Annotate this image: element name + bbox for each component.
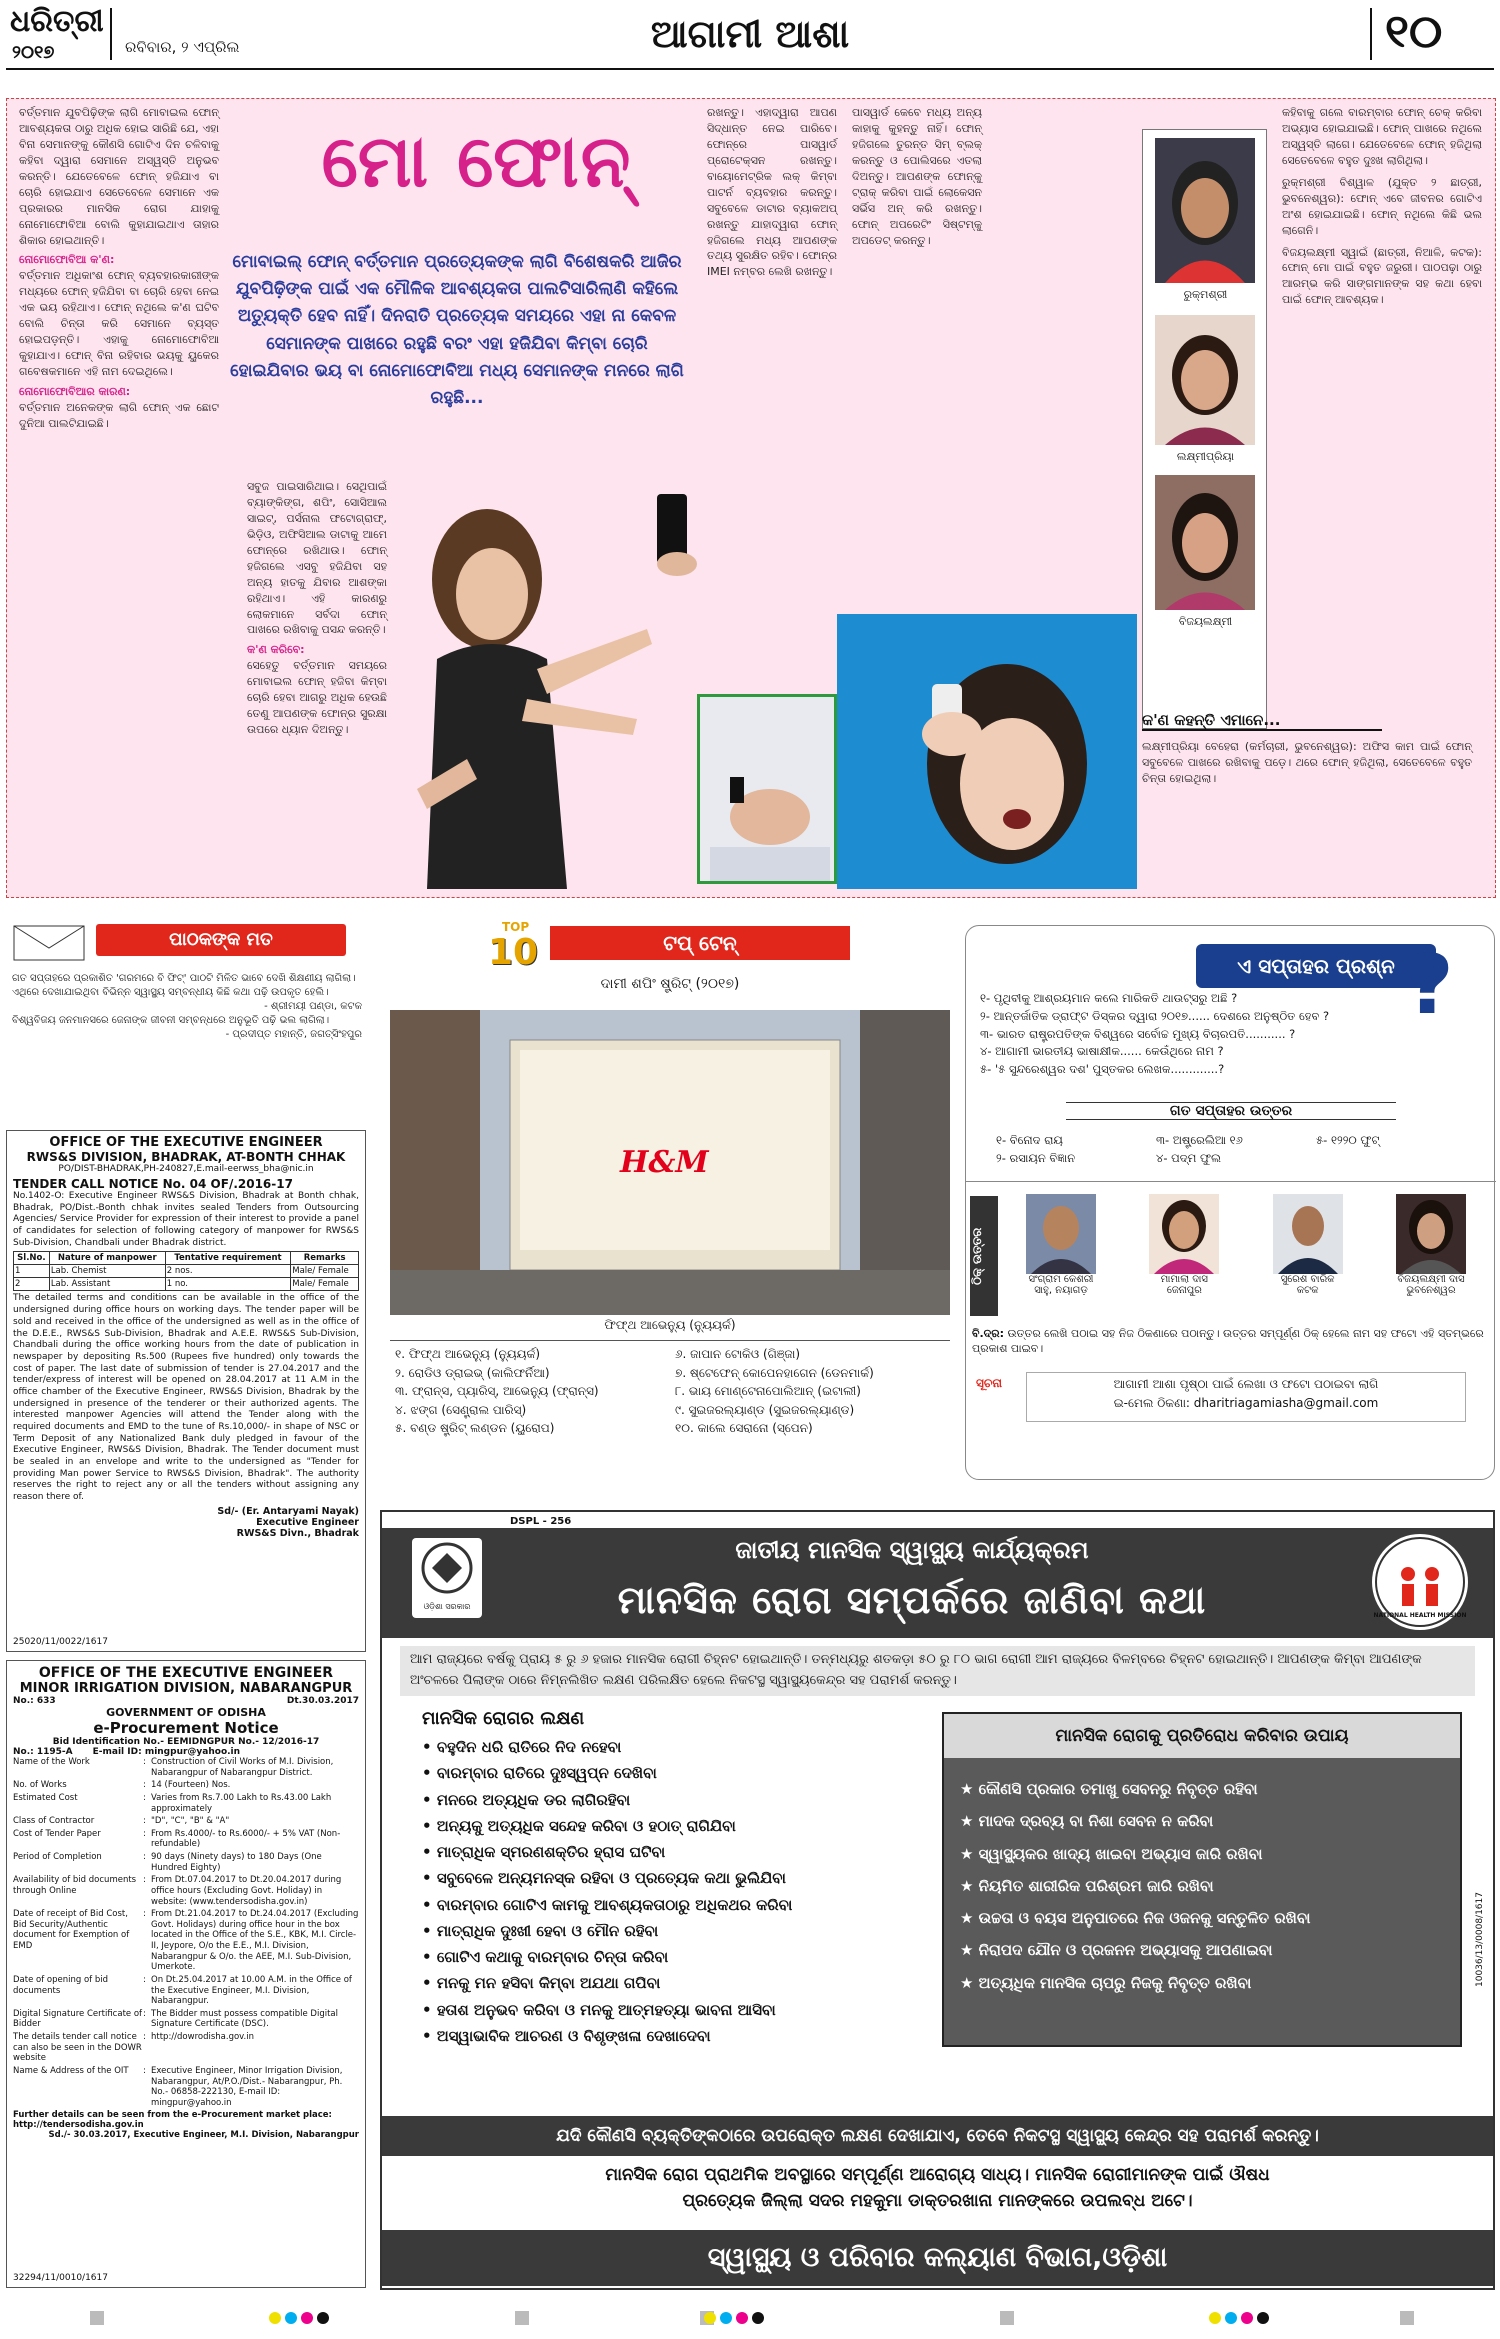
tender1-sign-title: Executive Engineer xyxy=(256,1516,359,1528)
paper-logo: ଧରିତ୍ରୀ xyxy=(10,4,104,39)
symptom-text: ମନରେ ଅତ୍ୟଧିକ ଡର ଲାଗିରହିବା xyxy=(436,1790,631,1809)
prevention-item xyxy=(960,1778,1450,1801)
symptom-text: ମନକୁ ମନ ହସିବା କିମ୍ବା ଅଯଥା ଗପିବା xyxy=(436,1974,661,1993)
answer: ୫- ୧୨୨୦ ଫୁଟ୍ xyxy=(1316,1133,1380,1147)
top10-badge xyxy=(480,920,550,974)
tender2-office: OFFICE OF THE EXECUTIVE ENGINEER xyxy=(38,1665,334,1681)
table-row xyxy=(13,1852,359,1873)
winner-place: ଭୁବନେଶ୍ୱର xyxy=(1406,1285,1456,1296)
star-icon: ★ xyxy=(960,1973,979,1992)
letters-section xyxy=(6,920,366,1110)
prevention-item xyxy=(960,1939,1450,1962)
ad-topline: ଜାତୀୟ ମାନସିକ ସ୍ୱାସ୍ଥ୍ୟ କାର୍ଯ୍ୟକ୍ରମ xyxy=(735,1536,1089,1564)
th-remarks: Remarks xyxy=(291,1252,359,1265)
letter-1-sign: - ଶ୍ରୀମୟୀ ପଣ୍ଡା, କଟକ xyxy=(264,1001,362,1012)
notice-email-label: ଇ-ମେଲ ଠିକଣା: xyxy=(1113,1395,1190,1410)
tender2-ref: 32294/11/0010/1617 xyxy=(13,2273,108,2283)
prevention-text: ନିରାପଦ ଯୌନ ଓ ପ୍ରଜନନ ଅଭ୍ୟାସକୁ ଆପଣାଇବା xyxy=(978,1941,1273,1960)
prevention-text: ଅତ୍ୟଧିକ ମାନସିକ ଚାପରୁ ନିଜକୁ ନିବୃତ୍ତ ରଖିବା xyxy=(978,1973,1252,1992)
prevention-text: ଉଚ୍ଚତା ଓ ବୟସ ଅନୁପାତରେ ନିଜ ଓଜନକୁ ସନ୍ତୁଳିତ ରଖିବା xyxy=(978,1909,1311,1927)
symptom-text: ବାରମ୍ବାର ଗୋଟିଏ କାମକୁ ଆବଶ୍ୟକତାଠାରୁ ଅଧିକଥର କରିବା xyxy=(436,1895,793,1914)
symptom-item xyxy=(422,1762,942,1785)
answer: ୩- ଅଷ୍ଟ୍ରେଲିଆ ୧୬ xyxy=(1156,1133,1243,1147)
symptom-item xyxy=(422,1867,942,1890)
colon: : xyxy=(143,1757,146,1767)
tender1-notice: TENDER CALL NOTICE No. 04 OF/.2016-17 xyxy=(13,1177,293,1191)
tender2-further: Further details can be seen from the e-Procurement market place: http://tendersodisha.gov.in xyxy=(13,2110,332,2131)
star-icon: ★ xyxy=(960,1812,979,1831)
odisha-seal xyxy=(412,1538,482,1618)
notice-label: ସୂଚନା xyxy=(976,1376,1003,1390)
quote-rukmashree: ରୁକ୍ମଶ୍ରୀ ବିଶ୍ୱାଳ (ଯୁକ୍ତ ୨ ଛାତ୍ରୀ, ଭୁବନେଶ୍ୱର): ଫୋନ୍ ଏବେ ଜୀବନର ଗୋଟିଏ ଅଂଶ ହୋଇଯାଇଛି। ଫୋନ୍ ନଥିଲେ କିଛି ଭଲ ଲାଗେନି। xyxy=(1282,175,1482,237)
table-row xyxy=(13,2009,359,2030)
top10-photo-caption: ଫିଫ୍‌ଥ ଆଭେନ୍ୟୁ (ନ୍ୟୁୟର୍କ) xyxy=(604,1318,736,1332)
feature-article xyxy=(6,98,1496,898)
winner-photo xyxy=(1396,1194,1466,1274)
prevention-item xyxy=(960,1972,1450,1995)
colon: : xyxy=(143,2065,146,2076)
subhead-care: କ'ଣ କରିବେ: xyxy=(247,643,305,657)
tender-notice-rws xyxy=(6,1130,366,1652)
row-label: Cost of Tender Paper xyxy=(13,1828,101,1839)
row-value: 90 days (Ninety days) to 180 Days (One Hundred Eighty) xyxy=(151,1852,322,1873)
person-name: ରୁକ୍ମଶ୍ରୀ xyxy=(1183,288,1228,301)
cell: 1 xyxy=(14,1265,50,1278)
envelope-icon xyxy=(12,920,92,964)
row-label: Availability of bid documents through Online xyxy=(13,1875,137,1896)
quote-intro: କହିବାକୁ ଗଲେ ବାରମ୍ବାର ଫୋନ୍ ଚେକ୍ କରିବା ଅଭ୍ୟାସ ହୋଇଯାଇଛି। ଫୋନ୍ ପାଖରେ ନଥିଲେ ଅସ୍ୱସ୍ତି ଲାଗେ। ଯେତେବେଳେ ଫୋନ୍ ହଜିଥିଲା ସେତେବେଳେ ବହୁତ ଦୁଃଖ ଲାଗିଥିଲା। xyxy=(1282,106,1482,167)
feature-col3-text: ରଖନ୍ତୁ। ଏହାଦ୍ୱାରା ଆପଣ ସିଦ୍ଧାନ୍ତ ନେଇ ପାରିବେ। ଫୋନ୍‌ରେ ପାସୱାର୍ଡ ପ୍ରୋଟେକ୍ସନ ରଖନ୍ତୁ। ବାୟୋମେଟ୍ରିକ ଲକ୍ କିମ୍ବା ପାଟର୍ନ ବ୍ୟବହାର କରନ୍ତୁ। ସବୁବେଳେ ଡାଟାର ବ୍ୟାକଅପ୍ ରଖନ୍ତୁ ଯାହାଦ୍ୱାରା ଫୋନ୍ ହଜିଗଲେ ମଧ୍ୟ ଆପଣଙ୍କ ତଥ୍ୟ ସୁରକ୍ଷିତ ରହିବ। ଫୋନ୍‌ର IMEI ନମ୍ବର ଲେଖି ରଖନ୍ତୁ। xyxy=(707,106,837,279)
tender1-sign: Sd/- (Er. Antaryami Nayak) xyxy=(217,1505,359,1517)
cell: 2 nos. xyxy=(165,1265,291,1278)
top10-item: ୭. ଷ୍ଟେଫେନ୍ କୋପେନହାଗେନ (ଡେନମାର୍କ) xyxy=(675,1365,874,1380)
symptom-item xyxy=(422,2025,942,2048)
prevention-text: କୌଣସି ପ୍ରକାର ତମାଖୁ ସେବନରୁ ନିବୃତ୍ତ ରହିବା xyxy=(978,1780,1258,1798)
print-registration-marks xyxy=(0,2305,1500,2335)
photo-sleeping-phone xyxy=(697,694,837,884)
table-row xyxy=(13,1829,359,1850)
tender2-no2: No.: 1195-A xyxy=(13,1747,73,1757)
row-value: http://dowrodisha.gov.in xyxy=(151,2032,254,2042)
row-value: Varies from Rs.7.00 Lakh to Rs.43.00 Lakh approximately xyxy=(151,1792,332,1814)
row-value: "D", "C", "B" & "A" xyxy=(151,1816,230,1827)
bullet-icon: • xyxy=(422,1843,437,1861)
symptom-item xyxy=(422,1815,942,1838)
symptoms-title: ମାନସିକ ରୋଗର ଲକ୍ଷଣ xyxy=(422,1708,585,1729)
issue-date: ରବିବାର, ୨ ଏପ୍ରିଲ xyxy=(125,38,240,56)
quiz-question: ୧- ପୃଥିବୀକୁ ଆଶ୍ରୟମାନ କଲେ ମାରିକତି ଥାଉଟ୍ସରୁ ଅଛି ? xyxy=(980,991,1238,1005)
top10-item: ୮. ଭାୟ ମୋଣ୍ଟେନାପୋଲିଆନ୍ (ଇଟାଲୀ) xyxy=(675,1384,861,1399)
symptom-text: ଗୋଟିଏ କଥାକୁ ବାରମ୍ବାର ଚିନ୍ତା କରିବା xyxy=(436,1948,669,1966)
note-text: ଉତ୍ତର ଲେଖି ପଠାଇ ସହ ନିଜ ଠିକଣାରେ ପଠାନ୍ତୁ। ଉତ୍ତର ସମ୍ପୂର୍ଣ୍ଣ ଠିକ୍ ହେଲେ ନାମ ସହ ଫଟୋ ଏହି ସ୍ତମ୍ଭରେ ପ୍ରକାଶ ପାଇବ। xyxy=(972,1327,1484,1356)
colon: : xyxy=(143,2032,146,2042)
feature-col2-text: ସବୁଜ ପାଇସାରିଥାଇ। ସେଥିପାଇଁ ବ୍ୟାଙ୍କିଙ୍ଗ, ଶପିଂ, ସୋସିଆଲ ସାଇଟ୍, ପର୍ସନାଲ ଫଟୋଗ୍ରାଫ୍, ଭିଡ଼ିଓ, ଅଫିସିଆଲ ଡାଟାକୁ ଆମେ ଫୋନ୍‌ରେ ରଖିଥାଉ। ଫୋନ୍ ହଜିଗଲେ ଏସବୁ ହଜିଯିବା ସହ ଅନ୍ୟ ହାତକୁ ଯିବାର ଆଶଙ୍କା ରହିଥାଏ। ଏହି କାରଣରୁ ଲୋକମାନେ ସର୍ବଦା ଫୋନ୍ ପାଖରେ ରଖିବାକୁ ପସନ୍ଦ କରନ୍ତି। xyxy=(247,480,387,637)
tender1-contact: PO/DIST-BHADRAK,PH-240827,E.mail-eerwss_bha@nic.in xyxy=(58,1164,314,1174)
prevention-list xyxy=(960,1778,1450,2004)
feature-deck: ମୋବାଇଲ୍ ଫୋନ୍ ବର୍ତ୍ତମାନ ପ୍ରତ୍ୟେକଙ୍କ ଲାଗି ବିଶେଷକରି ଆଜିର ଯୁବପିଢ଼ିଙ୍କ ପାଇଁ ଏକ ମୌଳିକ ଆବଶ୍ୟକତା ପାଲଟିସାରିଲାଣି କହିଲେ ଅତ୍ୟୁକ୍ତି ହେବ ନାହିଁ। ଦିନରାତି ପ୍ରତ୍ୟେକ ସମୟରେ ଏହା ନା କେବଳ ସେମାନଙ୍କ ପାଖରେ ରହୁଛି ବରଂ ଏହା ହଜିଯିବା କିମ୍ବା ଚୋରି ହୋଇଯିବାର ଭୟ ବା ନୋମୋଫୋବିଆ ମଧ୍ୟ ସେମାନଙ୍କ ମନରେ ଲାଗି ରହୁଛି... xyxy=(230,252,684,408)
table-row xyxy=(14,1265,359,1278)
symptom-item xyxy=(422,1972,942,1995)
table-row xyxy=(13,1909,359,1973)
tender2-date: Dt.30.03.2017 xyxy=(286,1696,359,1706)
table-row xyxy=(13,1875,359,1907)
subhead-causes: ନୋମୋଫୋବିଆର କାରଣ: xyxy=(19,384,131,398)
bullet-icon: • xyxy=(422,1921,437,1940)
masthead xyxy=(0,0,1500,70)
feature-col2b-text: ସେହେତୁ ବର୍ତ୍ତମାନ ସମୟରେ ମୋବାଇଲ ଫୋନ୍ ହଜିବା କିମ୍ବା ଚୋରି ହେବା ଆଗରୁ ଅଧିକ ହେଉଛି ତେଣୁ ଆପଣଙ୍କ ଫୋନ୍‌ର ସୁରକ୍ଷା ଉପରେ ଧ୍ୟାନ ଦିଅନ୍ତୁ। xyxy=(247,659,387,737)
top10-item: ୬. ଜାପାନ ଟୋକିଓ (ଗିଞ୍ଜା) xyxy=(675,1347,801,1361)
tender1-table xyxy=(13,1251,359,1291)
table-row xyxy=(13,1793,359,1814)
row-label: Class of Contractor xyxy=(13,1816,95,1827)
symptom-item xyxy=(422,1736,942,1759)
bullet-icon: • xyxy=(422,1948,437,1966)
tender2-email: E-mail ID: mingpur@yahoo.in xyxy=(92,1747,241,1757)
ad-headline: ମାନସିକ ରୋଗ ସମ୍ପର୍କରେ ଜାଣିବା କଥା xyxy=(617,1578,1207,1622)
cell: Male/ Female xyxy=(291,1278,359,1291)
answer: ୪- ପଦ୍ମ ଫୁଲ xyxy=(1156,1151,1221,1166)
row-value: Executive Engineer, Minor Irrigation Division, Nabarangpur, At/P.O./Dist.- Nabarangpur, Ph. No.- 06858-222130, E-mail ID: mingpur@yahoo.in xyxy=(151,2065,343,2108)
answers-title: ଗତ ସପ୍ତାହର ଉତ୍ତର xyxy=(1066,1102,1396,1120)
table-row xyxy=(13,2066,359,2109)
hm-logo: H&M xyxy=(620,1145,709,1180)
photo-screaming-woman xyxy=(837,614,1137,889)
page-number: ୧୦ xyxy=(1385,4,1443,58)
tender2-title: e-Procurement Notice xyxy=(93,1719,279,1737)
ad-warning: ଯଦି କୌଣସି ବ୍ୟକ୍ତିଙ୍କଠାରେ ଉପରୋକ୍ତ ଲକ୍ଷଣ ଦେଖାଯାଏ, ତେବେ ନିକଟସ୍ଥ ସ୍ୱାସ୍ଥ୍ୟ କେନ୍ଦ୍ର ସହ ପରାମର୍ଶ କରନ୍ତୁ। xyxy=(382,2116,1493,2156)
letter-1: ଗତ ସପ୍ତାହରେ ପ୍ରକାଶିତ 'ଗରମରେ ବି ଫିଟ୍' ପାଠଟି ମିଳିତ ଭାବେ ଦେଖି ଶିକ୍ଷଣୀୟ ଲାଗିଲା। ଏଥିରେ ଦେଖାଯାଇଥିବା ବିଭିନ୍ନ ସ୍ୱାସ୍ଥ୍ୟ ସମ୍ବନ୍ଧୀୟ କିଛି କଥା ପଢ଼ି ଉପକୃତ ହେଲି। xyxy=(12,973,356,998)
symptom-text: ଅନ୍ୟକୁ ଅତ୍ୟଧିକ ସନ୍ଦେହ କରିବା ଓ ହଠାତ୍ ରାଗିଯିବା xyxy=(436,1816,736,1835)
bullet-icon: • xyxy=(422,1790,437,1809)
table-row xyxy=(13,1757,359,1778)
symptom-item xyxy=(422,1999,942,2022)
prevention-item xyxy=(960,1875,1450,1898)
row-label: Name & Address of the OIT xyxy=(13,2065,129,2076)
colon: : xyxy=(143,1909,146,1920)
bullet-icon: • xyxy=(422,2026,437,2045)
table-row xyxy=(13,1975,359,2007)
ad-header xyxy=(382,1528,1493,1638)
row-label: Date of receipt of Bid Cost, Bid Security/Authentic document for Exemption of EMD xyxy=(13,1909,130,1951)
colon: : xyxy=(143,1875,146,1886)
top10-item: ୨. ରୋଡିଓ ଡ୍ରାଇଭ୍ (କାଲିଫର୍ନିଆ) xyxy=(395,1365,550,1380)
winner-place: ଜେନାପୁର xyxy=(1166,1285,1202,1296)
tender1-sign-office: RWS&S Divn., Bhadrak xyxy=(236,1527,359,1539)
divider xyxy=(1370,8,1372,60)
star-icon: ★ xyxy=(960,1941,979,1960)
row-label: No. of Works xyxy=(13,1780,67,1791)
symptom-text: ହତାଶ ଅନୁଭବ କରିବା ଓ ମନକୁ ଆତ୍ମହତ୍ୟା ଭାବନା ଆସିବା xyxy=(436,2000,776,2019)
cell: 2 xyxy=(14,1278,50,1291)
top10-subtitle: ଦାମୀ ଶପିଂ ଷ୍ଟ୍ରିଟ୍ (୨୦୧୭) xyxy=(600,976,740,992)
quiz-question: ୨- ଆନ୍ତର୍ଜାତିକ ଡ୍ରାଫ୍ଟ ଡିସ୍କର ଦ୍ୱାରା ୨୦୧୭...... ଦେଶରେ ଅନୁଷ୍ଠିତ ହେବ ? xyxy=(980,1008,1330,1023)
row-label: Period of Completion xyxy=(13,1852,102,1862)
photo-person xyxy=(1155,475,1255,610)
star-icon: ★ xyxy=(960,1844,979,1863)
symptom-item xyxy=(422,1946,942,1969)
colon: : xyxy=(143,1852,146,1862)
nhm-caption: NATIONAL HEALTH MISSION xyxy=(1373,1612,1467,1619)
prevention-text: ନିୟମିତ ଶାରୀରିକ ପରିଶ୍ରମ ଜାରି ରଖିବା xyxy=(978,1876,1214,1895)
winner-name: ସୁରେଶ ବାରିକ xyxy=(1280,1274,1335,1285)
symptom-text: ବହୁଦିନ ଧରି ରାତିରେ ନିଦ ନହେବା xyxy=(436,1738,622,1756)
winner-photo xyxy=(1026,1194,1096,1274)
ad-dspl: DSPL - 256 xyxy=(510,1516,572,1527)
tender2-gov: GOVERNMENT OF ODISHA xyxy=(106,1706,266,1719)
answer: ୧- ବିନୋଦ ରାୟ xyxy=(996,1133,1063,1147)
top10-badge-top: TOP xyxy=(502,920,530,934)
tender1-ref: 25020/11/0022/1617 xyxy=(13,1637,108,1647)
colon: : xyxy=(143,1816,146,1827)
prevention-item xyxy=(960,1843,1450,1866)
row-value: From Dt.21.04.2017 to Dt.24.04.2017 (Excluding Govt. Holidays) during office hour in the box located in the Office of the S.E., KBK, M.I. Circle-II, Jeypore, O/o the E.E., M.I. Division, Nabarangpur & O/o. the AEE, M.I. Sub-Division, Umerkote. xyxy=(151,1909,359,1973)
bullet-icon: • xyxy=(422,1816,437,1835)
bullet-icon: • xyxy=(422,1895,437,1914)
row-value: The Bidder must possess compatible Digital Signature Certificate (DSC). xyxy=(151,2008,338,2030)
tender2-sign: Sd./- 30.03.2017, Executive Engineer, M.I. Division, Nabarangpur xyxy=(48,2130,359,2141)
tender2-no: No.: 633 xyxy=(13,1696,56,1706)
feature-col1c-text: ବର୍ତ୍ତମାନ ଅନେକଙ୍କ ଲାଗି ଫୋନ୍ ଏକ ଛୋଟ ଦୁନିଆ ପାଲଟିଯାଇଛି। xyxy=(19,400,219,430)
feature-col4-text: ପାସୱାର୍ଡ କେବେ ମଧ୍ୟ ଅନ୍ୟ କାହାକୁ କୁହନ୍ତୁ ନାହିଁ। ଫୋନ୍ ହଜିଗଲେ ତୁରନ୍ତ ସିମ୍ ବ୍ଲକ୍ କରନ୍ତୁ ଓ ପୋଲିସରେ ଏତଲା ଦିଅନ୍ତୁ। ଆପଣଙ୍କ ଫୋନ୍‌କୁ ଟ୍ରାକ୍ କରିବା ପାଇଁ ଲୋକେସନ ସର୍ଭିସ ଅନ୍ କରି ରଖନ୍ତୁ। ଫୋନ୍ ଅପରେଟିଂ ସିଷ୍ଟମ୍‌କୁ ଅପଡେଟ୍ କରନ୍ତୁ। xyxy=(852,106,982,247)
divider xyxy=(966,1181,1496,1182)
th-nature: Nature of manpower xyxy=(49,1252,165,1265)
paper-year: ୨୦୧୭ xyxy=(12,42,55,63)
row-value: 14 (Fourteen) Nos. xyxy=(151,1780,231,1791)
photo-fifth-avenue xyxy=(390,1010,950,1315)
row-label: Name of the Work xyxy=(13,1757,90,1767)
star-icon: ★ xyxy=(960,1909,979,1927)
letter-2-sign: - ପ୍ରଦୀପ୍ତ ମହାନ୍ତି, ଜଗତ୍‌ସିଂହପୁର xyxy=(225,1029,362,1040)
top10-item: ୧. ଫିଫ୍‌ଥ ଆଭେନ୍ୟୁ (ନ୍ୟୁୟର୍କ) xyxy=(395,1347,541,1361)
top10-section xyxy=(380,920,960,1390)
tender2-table xyxy=(13,1757,359,2108)
subhead-what-is: ନୋମୋଫୋବିଆ କ'ଣ: xyxy=(19,253,115,267)
quote-lakshmipriya: ଲକ୍ଷ୍ମୀପ୍ରିୟା ବେହେରା (କର୍ମଚାରୀ, ଭୁବନେଶ୍ୱର): ଅଫିସ କାମ ପାଇଁ ଫୋନ୍ ସବୁବେଳେ ପାଖରେ ରଖିବାକୁ ପଡ଼େ। ଥରେ ଫୋନ୍ ହଜିଥିଲା, ସେତେବେଳେ ବହୁତ ଚିନ୍ତା ହୋଇଥିଲା। xyxy=(1142,740,1472,785)
notice-email[interactable]: dharitriagamiasha@gmail.com xyxy=(1193,1395,1379,1410)
ad-side-ref: 10036/13/0008/1617 xyxy=(1475,1892,1485,1987)
letter-2: ବିଶ୍ୱବିଜୟ ଜନମାନସରେ ଜେନାଙ୍କ ଜୀବନୀ ସମ୍ବନ୍ଧରେ ଅନୁଭୂତି ପଢ଼ି ଭଲ ଲାଗିଲା। xyxy=(12,1015,330,1026)
colon: : xyxy=(143,1974,146,1985)
winner-photo xyxy=(1149,1194,1219,1274)
top10-item: ୩. ଫ୍ରାନ୍ସ, ପ୍ୟାରିସ୍, ଆଭେନ୍ୟୁ (ଫ୍ରାନ୍ସ) xyxy=(395,1384,599,1399)
top10-item: ୪. ଝଙ୍ଗ (ସେଣ୍ଟ୍ରାଲ ପାରିସ୍) xyxy=(395,1402,527,1417)
seal-caption: ଓଡ଼ିଶା ସରକାର xyxy=(423,1602,471,1611)
winner-name: ବିଜୟଲକ୍ଷ୍ମୀ ଦାସ xyxy=(1397,1274,1465,1285)
bullet-icon: • xyxy=(422,1738,437,1756)
prevention-text: ସ୍ୱାସ୍ଥ୍ୟକର ଖାଦ୍ୟ ଖାଇବା ଅଭ୍ୟାସ ଜାରି ରଖିବା xyxy=(978,1844,1263,1863)
top10-item: ୧୦. କାଲେ ସେରାନୋ (ସ୍ପେନ) xyxy=(675,1421,813,1436)
symptom-text: ମାତ୍ରାଧିକ ଦୁଃଖୀ ହେବା ଓ ମୌନ ରହିବା xyxy=(436,1921,659,1940)
symptom-text: ବାରମ୍ବାର ରାତିରେ ଦୁଃସ୍ୱପ୍ନ ଦେଖିବା xyxy=(436,1764,657,1783)
symptom-item xyxy=(422,1920,942,1943)
winner-photo xyxy=(1273,1194,1343,1274)
quiz-section xyxy=(965,925,1495,1480)
bullet-icon: • xyxy=(422,1764,437,1783)
ad-department: ସ୍ୱାସ୍ଥ୍ୟ ଓ ପରିବାର କଲ୍ୟାଣ ବିଭାଗ,ଓଡ଼ିଶା xyxy=(382,2230,1493,2286)
row-value: On Dt.25.04.2017 at 10.00 A.M. in the Office of the Executive Engineer, M.I. Division, Nabarangpur. xyxy=(151,1974,352,2007)
correct-answer-label: ଠିକ୍ ଉତ୍ତର xyxy=(970,1196,998,1316)
divider xyxy=(110,8,112,60)
colon: : xyxy=(143,1828,146,1839)
bullet-icon: • xyxy=(422,1869,437,1888)
ad-intro: ଆମ ରାଜ୍ୟରେ ବର୍ଷକୁ ପ୍ରାୟ ୫ ରୁ ୬ ହଜାର ମାନସିକ ରୋଗୀ ଚିହ୍ନଟ ହୋଇଥାନ୍ତି। ତନ୍ମଧ୍ୟରୁ ଶତକଡ଼ା ୫୦ ରୁ ୮୦ ଭାଗ ରୋଗୀ ଆମ ରାଜ୍ୟରେ ବିଳମ୍ବରେ ଚିହ୍ନଟ ହୋଇଥାନ୍ତି। ଆପଣଙ୍କ କିମ୍ବା ଆପଣଙ୍କ ଅଂଚଳରେ ପିଲାଙ୍କ ଠାରେ ନିମ୍ନଲିଖିତ ଲକ୍ଷଣ ପରିଲକ୍ଷିତ ହେଲେ ନିକଟସ୍ଥ ସ୍ୱାସ୍ଥ୍ୟକେନ୍ଦ୍ର ସହ ପରାମର୍ଶ କରନ୍ତୁ। xyxy=(400,1646,1475,1696)
star-icon: ★ xyxy=(960,1876,979,1895)
symptom-text: ଅସ୍ୱାଭାବିକ ଆଚରଣ ଓ ବିଶୃଙ୍ଖଳା ଦେଖାଦେବା xyxy=(436,2026,711,2045)
row-value: From Dt.07.04.2017 to Dt.20.04.2017 during office hours (Excluding Govt. Holiday) in website: (www.tendersodisha.gov.in) xyxy=(151,1875,342,1907)
cell: 1 no. xyxy=(165,1278,291,1291)
prevention-text: ମାଦକ ଦ୍ରବ୍ୟ ବା ନିଶା ସେବନ ନ କରିବା xyxy=(978,1812,1214,1831)
symptoms-list xyxy=(422,1736,942,2051)
person-name: ବିଜୟଲକ୍ଷ୍ମୀ xyxy=(1178,615,1233,628)
winner-place: କଟକ xyxy=(1296,1285,1319,1296)
top10-item: ୫. ବଣ୍ଡ ଷ୍ଟ୍ରିଟ୍ ଲଣ୍ଡନ (ୟୁରୋପ) xyxy=(395,1421,555,1436)
people-photo-panel xyxy=(1142,129,1267,729)
row-label: Digital Signature Certificate of Bidder xyxy=(13,2008,143,2030)
th-sl: Sl.No. xyxy=(14,1252,50,1265)
prevention-item xyxy=(960,1907,1450,1930)
symptom-item xyxy=(422,1789,942,1812)
tender2-division: MINOR IRRIGATION DIVISION, NABARANGPUR xyxy=(19,1681,353,1696)
person-name: ଲକ୍ଷ୍ମୀପ୍ରିୟା xyxy=(1176,450,1235,463)
table-row xyxy=(13,1780,359,1791)
table-row xyxy=(14,1278,359,1291)
feature-headline: ମୋ ଫୋନ୍ xyxy=(321,119,633,203)
tender1-office: OFFICE OF THE EXECUTIVE ENGINEER xyxy=(49,1135,323,1150)
photo-woman-reaching xyxy=(397,459,657,889)
symptom-item xyxy=(422,1894,942,1917)
prevention-title: ମାନସିକ ରୋଗକୁ ପ୍ରତିରୋଧ କରିବାର ଉପାୟ xyxy=(944,1714,1460,1758)
cell: Lab. Chemist xyxy=(49,1265,165,1278)
ad-cure-2: ପ୍ରତ୍ୟେକ ଜିଲ୍ଲା ସଦର ମହକୁମା ଡାକ୍ତରଖାନା ମାନଙ୍କରେ ଉପଲବ୍ଧ ଅଟେ। xyxy=(682,2191,1193,2212)
prevention-box xyxy=(942,1712,1462,2047)
colon: : xyxy=(143,1780,146,1791)
symptom-text: ସବୁବେଳେ ଅନ୍ୟମନସ୍କ ରହିବା ଓ ପ୍ରତ୍ୟେକ କଥା ଭୁଲିଯିବା xyxy=(436,1869,786,1888)
photo-person xyxy=(1155,138,1255,283)
quiz-title: ଏ ସପ୍ତାହର ପ୍ରଶ୍ନ xyxy=(1196,944,1436,988)
notice-text: ଆଗାମୀ ଆଶା ପୃଷ୍ଠା ପାଇଁ ଲେଖା ଓ ଫଟୋ ପଠାଇବା ଲାଗି xyxy=(1113,1377,1379,1391)
prevention-item xyxy=(960,1810,1450,1833)
symptom-text: ମାତ୍ରାଧିକ ସ୍ମରଣଶକ୍ତିର ହ୍ରାସ ଘଟିବା xyxy=(436,1843,666,1861)
cell: Lab. Assistant xyxy=(49,1278,165,1291)
question-mark-icon: ? xyxy=(1406,938,1454,1033)
masthead-rule xyxy=(6,68,1494,70)
tender-notice-mi xyxy=(6,1660,366,2288)
tender1-body: No.1402-O: Executive Engineer RWS&S Division, Bhadrak at Bonth chhak, Bhadrak, PO/Dist.-Bonth chhak invites sealed Tenders from Outsourcing Agencies/ Service Provider for expression of their interest to provide a panel of candidates for selection of following category of manpower for RWS&S Sub-Division, Chandbali under Bhadrak district. xyxy=(13,1191,359,1248)
letters-title: ପାଠକଙ୍କ ମତ xyxy=(96,924,346,956)
divider xyxy=(390,1340,950,1341)
winner-place: ସାହୁ, ନୟାଗଡ଼ xyxy=(1034,1285,1088,1296)
cell: Male/ Female xyxy=(291,1265,359,1278)
table-row xyxy=(13,2032,359,2064)
what-they-say-heading: କ'ଣ କହନ୍ତି ଏମାନେ... xyxy=(1142,711,1382,731)
th-requirement: Tentative requirement xyxy=(165,1252,291,1265)
answer: ୨- ରସାୟନ ବିଜ୍ଞାନ xyxy=(996,1151,1076,1166)
row-label: Date of opening of bid documents xyxy=(13,1974,109,1996)
bullet-icon: • xyxy=(422,1974,437,1993)
colon: : xyxy=(143,2008,146,2019)
winner-name: ମାମାଲା ଦାସ xyxy=(1160,1274,1208,1285)
top10-badge-num: 10 xyxy=(488,932,539,973)
quiz-question: ୫- '୫ ସୁନ୍ଦରେଶ୍ୱର ଦଶ' ପୁସ୍ତକର ଲେଖକ.............? xyxy=(980,1062,1225,1077)
photo-phone-hand xyxy=(647,489,707,579)
symptom-item xyxy=(422,1841,942,1864)
section-title: ଆଗାମୀ ଆଶା xyxy=(650,12,850,56)
colon: : xyxy=(143,1792,146,1803)
nhm-logo xyxy=(1372,1534,1468,1630)
row-label: Estimated Cost xyxy=(13,1792,78,1803)
mental-health-ad xyxy=(380,1510,1495,2290)
note-label: ବି.ଦ୍ର: xyxy=(972,1327,1004,1340)
table-row xyxy=(13,1816,359,1827)
tender1-division: RWS&S DIVISION, BHADRAK, AT-BONTH CHHAK xyxy=(26,1150,346,1164)
feature-col1-text: ବର୍ତ୍ତମାନ ଯୁବପିଢ଼ିଙ୍କ ଲାଗି ମୋବାଇଲ ଫୋନ୍ ଆବଶ୍ୟକତା ଠାରୁ ଅଧିକ ହୋଇ ସାରିଛି ଯେ, ଏହା ବିନା ସେମାନଙ୍କୁ କୌଣସି ଗୋଟିଏ ଦିନ ଚଳିବାକୁ କହିବା ଦ୍ୱାରା ସେମାନେ ଅସ୍ୱସ୍ତି ଅନୁଭବ କରନ୍ତି। ଯେତେବେଳେ ଫୋନ୍ ହଜିଯାଏ ବା ଚୋରି ହୋଇଯାଏ ସେତେବେଳେ ସେମାନେ ଏକ ପ୍ରକାରର ମାନସିକ ରୋଗ ଯାହାକୁ ନୋମୋଫୋବିଆ ବୋଲି କୁହାଯାଇଥାଏ ତାହାର ଶିକାର ହୋଇଥାନ୍ତି। xyxy=(19,106,219,247)
bullet-icon: • xyxy=(422,2000,437,2019)
winner-name: ସଂଗ୍ରାମ କେଶରୀ xyxy=(1028,1274,1094,1285)
tender1-body2: The detailed terms and conditions can be available in the office of the undersigned during office hours on working days. The tender paper will be sold and received in the office of the undersigned as well as in the office of the D.E.E., RWS&S Sub-Division, Bhadrak and A.E.E. RWS&S Sub-Division, Chandbali during the office working hours from the date of publication in newspaper by depositing Rs.500 (Rupees five hundred) only towards the cost of paper. The last date of submission of tender is 27.04.2017 and the tender/express of interest will be opened on 28.04.2017 at 11 A.M in the office chamber of the Executive Engineer, RWS&S Division, Bhadrak by the undersigned in presence of the tenderer or their authorized agents. The interested manpower Agencies will attend the Tender along with the required documents and EMD to the tune of Rs.10,000/- in shape of NSC or Term Deposit of any Nationalized Bank duly pledged in favour of the Executive Engineer, RWS&S Division, Bhadrak. The Tender document must be sealed in an envelope and write to the undersigned as "Tender for providing Man power Service to RWS&S Division, Bhadrak". The authority reserves the right to reject any or all the tenders without assigning any reason there of. xyxy=(13,1293,359,1503)
feature-col1b-text: ବର୍ତ୍ତମାନ ଅଧିକାଂଶ ଫୋନ୍ ବ୍ୟବହାରକାରୀଙ୍କ ମଧ୍ୟରେ ଫୋନ୍ ହଜିଯିବା ବା ଚୋରି ହେବା ନେଇ ଏକ ଭୟ ରହିଥାଏ। ଫୋନ୍ ନଥିଲେ କ'ଣ ଘଟିବ ବୋଲି ଚିନ୍ତା କରି ସେମାନେ ବ୍ୟସ୍ତ ହୋଇପଡ଼ନ୍ତି। ଏହାକୁ ନୋମୋଫୋବିଆ କୁହାଯାଏ। ଫୋନ୍ ବିନା ରହିବାର ଭୟକୁ ୟୁକେର ଗବେଷକମାନେ ଏହି ନାମ ଦେଇଥିଲେ। xyxy=(19,269,219,378)
row-value: From Rs.4000/- to Rs.6000/- + 5% VAT (Non-refundable) xyxy=(151,1828,341,1850)
tender2-bid-id: Bid Identification No.- EEMIDNGPUR No.- 12/2016-17 xyxy=(52,1737,320,1747)
quiz-question: ୪- ଆଗାମୀ ଭାରତୀୟ ଭାଷାକ୍ଷୀକ...... କେଉଁଥିରେ ନାମ ? xyxy=(980,1044,1224,1059)
ad-cure-1: ମାନସିକ ରୋଗ ପ୍ରାଥମିକ ଅବସ୍ଥାରେ ସମ୍ପୂର୍ଣ୍ଣ ଆରୋଗ୍ୟ ସାଧ୍ୟ। ମାନସିକ ରୋଗୀମାନଙ୍କ ପାଇଁ ଔଷଧ xyxy=(605,2165,1270,2185)
row-label: The details tender call notice can also be seen in the DOWR website xyxy=(13,2032,142,2064)
row-value: Construction of Civil Works of M.I. Division, Nabarangpur of Nabarangpur District. xyxy=(151,1757,334,1778)
quote-bijayalaxmi: ବିଜୟଲକ୍ଷ୍ମୀ ସ୍ୱାଇଁ (ଛାତ୍ରୀ, ନିଆଳି, କଟକ): ଫୋନ୍ ମୋ ପାଇଁ ବହୁତ ଜରୁରୀ। ପାଠପଢ଼ା ଠାରୁ ଆରମ୍ଭ କରି ସାଙ୍ଗମାନଙ୍କ ସହ କଥା ହେବା ପାଇଁ ଫୋନ୍ ଆବଶ୍ୟକ। xyxy=(1282,245,1482,307)
top10-item: ୯. ସୁଇଜରଲ୍ୟାଣ୍ଡ (ସୁଇଜରଲ୍ୟାଣ୍ଡ) xyxy=(675,1402,855,1417)
photo-person xyxy=(1155,315,1255,445)
quiz-question: ୩- ଭାରତ ରାଷ୍ଟ୍ରପତିଙ୍କ ବିଶ୍ୱରେ ସର୍ବୋଚ୍ଚ ମୁଖ୍ୟ ବିଚାରପତି........... ? xyxy=(980,1026,1296,1041)
top10-title: ଟପ୍ ଟେନ୍ xyxy=(550,926,850,960)
star-icon: ★ xyxy=(960,1780,979,1798)
